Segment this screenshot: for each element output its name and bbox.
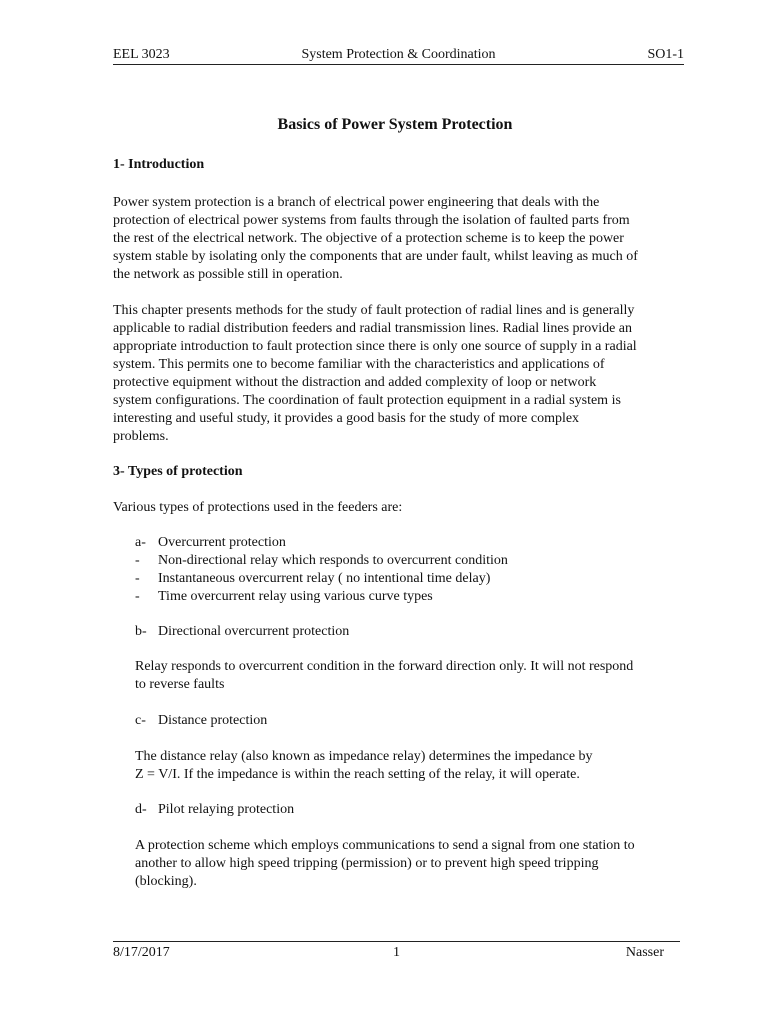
list-marker: b-	[135, 624, 147, 639]
paragraph-introduction-1: Power system protection is a branch of electrical power engineering that deals with the protection of electrical power systems from faults through the isolation of faulted parts from the rest of the electrical network. The objective of a protection scheme is to keep the power system stable by isolating only the components that are under fault, whilst leaving as much of the network as possible still in operation.	[113, 195, 638, 282]
list-item-text: Pilot relaying protection	[158, 802, 295, 817]
list-item-text: Non-directional relay which responds to overcurrent condition	[158, 553, 508, 568]
list-item	[135, 588, 684, 606]
list-item-b	[135, 623, 684, 641]
paragraph-directional-desc: Relay responds to overcurrent condition in the forward direction only. It will not respond to reverse faults	[135, 659, 634, 692]
document-title: Basics of Power System Protection	[277, 116, 513, 133]
list-marker: -	[135, 571, 140, 586]
list-item-c	[135, 712, 684, 730]
list-item-a-label	[135, 534, 684, 552]
list-item-text: Distance protection	[158, 713, 268, 728]
list-item-text: Overcurrent protection	[158, 535, 286, 550]
list-item-text: Time overcurrent relay using various curve types	[158, 589, 433, 604]
list-item-text: Directional overcurrent protection	[158, 624, 350, 639]
paragraph-introduction-2: This chapter presents methods for the study of fault protection of radial lines and is generally applicable to radial distribution feeders and radial transmission lines. Radial lines provide an appropriate introduction to fault protection since there is only one source of supply in a radial system. This permits one to become familiar with the characteristics and applications of protective equipment without the distraction and added complexity of loop or network system configurations. The coordination of fault protection equipment in a radial system is interesting and useful study, it provides a good basis for the study of more complex problems.	[113, 303, 637, 444]
footer-author: Nasser	[625, 945, 664, 960]
list-item	[135, 552, 684, 570]
list-marker: d-	[135, 802, 147, 817]
paragraph-pilot-desc: A protection scheme which employs communications to send a signal from one station to another to allow high speed tripping (permission) or to prevent high speed tripping (blocking).	[135, 838, 635, 889]
list-item-d	[135, 801, 684, 819]
section-heading-types: 3- Types of protection	[113, 464, 243, 479]
header-course-code: EEL 3023	[113, 47, 170, 62]
paragraph-types-intro: Various types of protections used in the feeders are:	[113, 500, 403, 515]
paragraph-distance-desc: The distance relay (also known as impedance relay) determines the impedance by Z = V/I. If the impedance is within the reach setting of the relay, it will operate.	[135, 749, 593, 782]
footer-page-number: 1	[393, 945, 400, 960]
list-item-a	[135, 534, 684, 606]
page-header	[113, 46, 684, 65]
header-page-code: SO1-1	[647, 47, 684, 62]
list-marker: -	[135, 589, 140, 604]
list-marker: a-	[135, 535, 146, 550]
list-item	[135, 570, 684, 588]
section-heading-introduction: 1- Introduction	[113, 157, 205, 172]
list-item-text: Instantaneous overcurrent relay ( no intentional time delay)	[158, 571, 491, 586]
list-a	[135, 534, 684, 606]
page-footer	[113, 941, 680, 962]
header-course-title: System Protection & Coordination	[301, 47, 496, 62]
list-marker: c-	[135, 713, 146, 728]
footer-date: 8/17/2017	[113, 945, 170, 960]
list-marker: -	[135, 553, 140, 568]
